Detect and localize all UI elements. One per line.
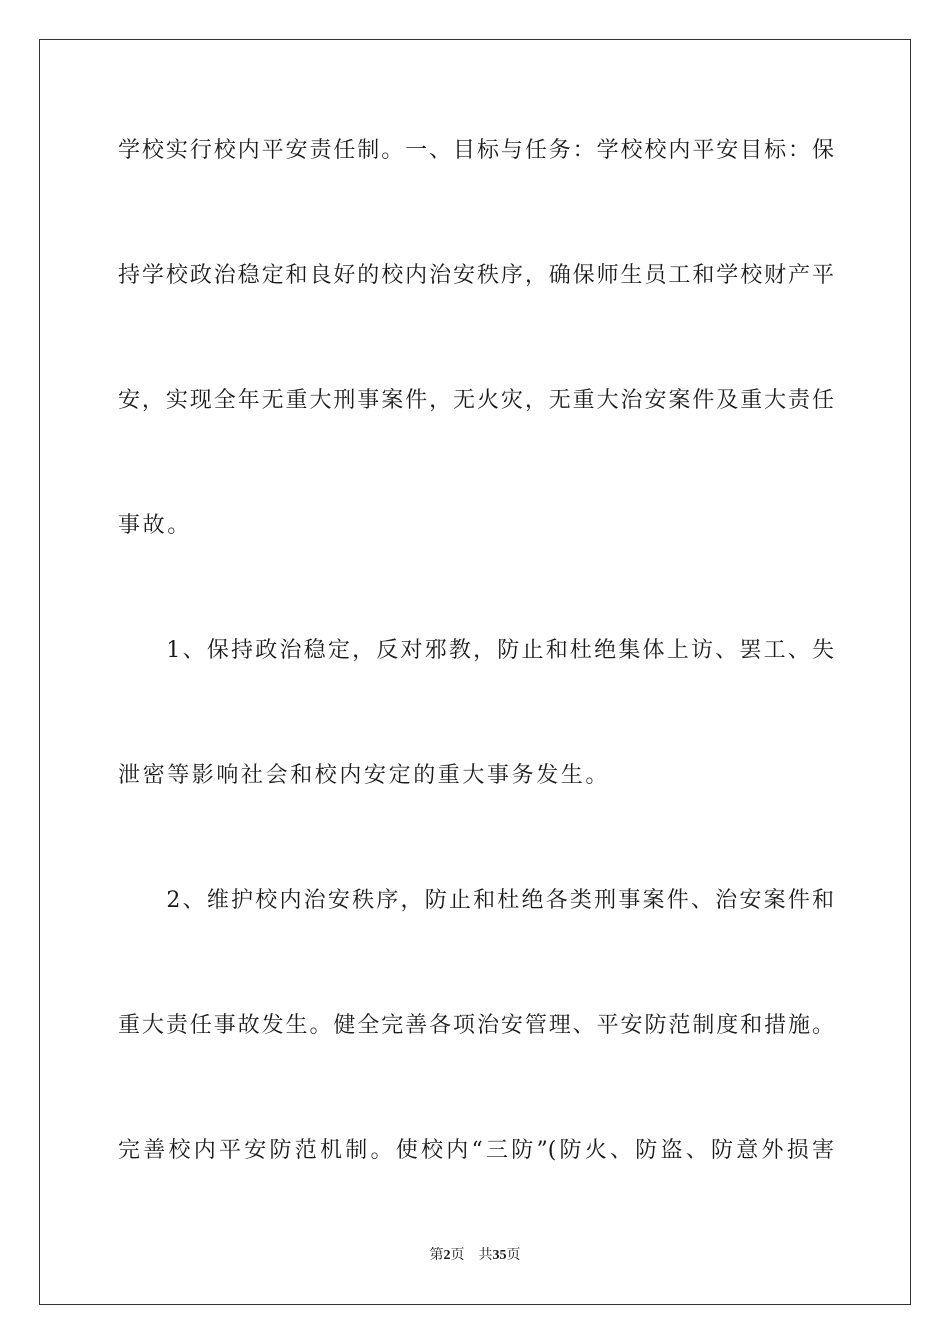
page-footer xyxy=(0,1246,950,1265)
page-border xyxy=(39,39,911,1305)
total-page-number: 35 xyxy=(492,1248,507,1263)
text-line: 2、维护校内治安秩序，防止和杜绝各类刑事案件、治安案件和 xyxy=(118,888,834,913)
text-line: 重大责任事故发生。健全完善各项治安管理、平安防范制度和措施。 xyxy=(118,1013,834,1038)
page-prefix: 第 xyxy=(429,1247,444,1263)
text-line: 安，实现全年无重大刑事案件，无火灾，无重大治安案件及重大责任 xyxy=(118,388,834,413)
text-line: 泄密等影响社会和校内安定的重大事务发生。 xyxy=(118,763,611,788)
text-line: 事故。 xyxy=(118,513,192,538)
page-mid: 页 共 xyxy=(450,1247,493,1263)
text-line: 1、保持政治稳定，反对邪教，防止和杜绝集体上访、罢工、失 xyxy=(118,638,834,663)
text-line: 持学校政治稳定和良好的校内治安秩序，确保师生员工和学校财产平 xyxy=(118,263,834,288)
text-line: 完善校内平安防范机制。使校内“三防”(防火、防盗、防意外损害 xyxy=(118,1138,834,1163)
current-page-number: 2 xyxy=(443,1248,451,1263)
page-suffix: 页 xyxy=(506,1247,521,1263)
text-line: 学校实行校内平安责任制。一、目标与任务：学校校内平安目标：保 xyxy=(118,138,834,163)
